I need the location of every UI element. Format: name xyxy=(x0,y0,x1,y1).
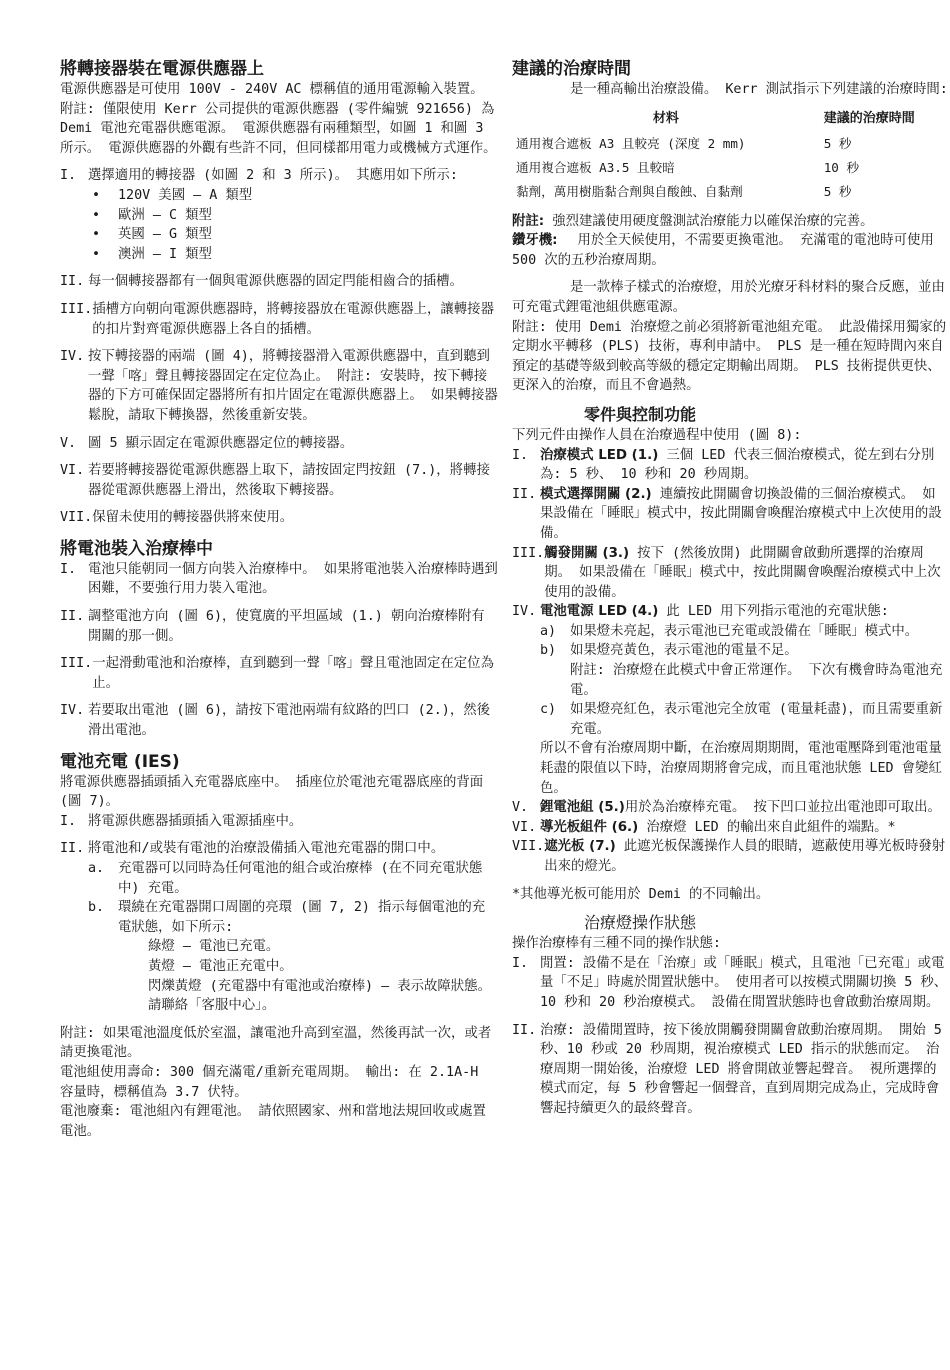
list-item: VII. 保留未使用的轉接器供將來使用。 xyxy=(60,510,294,526)
battery-disposal: 電池廢棄: 電池組內有鋰電池。 請依照國家、州和當地法規回收或處置電池。 xyxy=(60,1104,486,1139)
sub-item: b) 如果燈亮黃色，表示電池的電量不足。 xyxy=(540,643,798,659)
section-title-parts: 零件與控制功能 xyxy=(584,404,697,424)
list-item: II. 治療: 設備閒置時，按下後放開觸發開關會啟動治療周期。 開始 5 秒、10 秒或 20 秒周期，視治療模式 LED 指示的狀態而定。 治療周期一開始後，治療燈 LED 將會開啟並響起聲音。 視所選擇的模式而定，每 5 秒會響起一個聲音，直到周期完成為止，完成時會響起持續更久的最終聲音。 xyxy=(512,1022,942,1116)
section-title-cure-time: 建議的治療時間 xyxy=(512,59,631,79)
list-item: VII. 遮光板 (7.) 此遮光板保護操作人員的眼睛，遮蔽使用導光板時發射出來的燈光。 xyxy=(512,839,946,874)
list-item: I. 電池只能朝同一個方向裝入治療棒中。 如果將電池裝入治療棒時遇到困難，不要強行用力裝入電池。 xyxy=(60,561,498,597)
charging-note: 附註: 如果電池溫度低於室溫，讓電池升高到室溫，然後再試一次，或者請更換電池。 xyxy=(60,1025,492,1061)
charge-state: 黃燈 — 電池正充電中。 xyxy=(148,958,293,974)
sub-item: c) 如果燈亮紅色，表示電池完全放電 (電量耗盡)，而且需要重新充電。 xyxy=(540,702,943,737)
list-item: I. 閒置: 設備不是在「治療」或「睡眠」模式，且電池「已充電」或電量「不足」時處於閒置狀態中。 使用者可以按模式開關切換 5 秒、10 秒和 20 秒治療模式。 設備在閒置狀態時也會啟動治療周期。 xyxy=(512,955,948,1010)
cure-time-intro: 是一種高輸出治療設備。 Kerr 測試指示下列建議的治療時間: xyxy=(570,82,948,97)
sub-item: b. 環繞在充電器開口周圍的亮環 (圖 7, 2) 指示每個電池的充電狀態，如下所示: xyxy=(88,900,486,935)
list-item: III. 插槽方向朝向電源供應器時，將轉接器放在電源供應器上，讓轉接器的扣片對齊電源供應器上各自的插槽。 xyxy=(60,301,494,337)
table-header-material: 材料 xyxy=(652,110,679,126)
list-item: VI. 導光板組件 (6.) 治療燈 LED 的輸出來自此組件的端點。* xyxy=(512,819,896,835)
table-row: 通用複合遮板 A3.5 且較暗 10 秒 xyxy=(516,159,860,175)
table-row: 通用複合遮板 A3 且較亮 (深度 2 mm) 5 秒 xyxy=(516,135,852,151)
charging-intro: 將電源供應器插頭插入充電器底座中。 插座位於電池充電器底座的背面 (圖 7)。 xyxy=(60,774,484,810)
table-header-time: 建議的治療時間 xyxy=(823,110,915,126)
parts-continuation: 所以不會有治療周期中斷，在治療周期期間，電池電壓降到電池電量耗盡的限值以下時，治療周期將會完成，而且電池狀態 LED 會變紅色。 xyxy=(540,741,942,796)
list-item: VI. 若要將轉接器從電源供應器上取下，請按固定閂按鈕 (7.)，將轉接器從電源供應器上滑出，然後取下轉接器。 xyxy=(60,463,490,498)
section-title-battery-insert: 將電池裝入治療棒中 xyxy=(60,538,213,559)
list-item: IV. 按下轉接器的兩端 (圖 4)，將轉接器滑入電源供應器中，直到聽到一聲「喀」聲且轉接器固定在定位為止。 附註: 安裝時，按下轉接器的下方可確保固定器將所有扣片固定在電源供應器上。 如果轉接器鬆脫，請取下轉換器，然後重新安裝。 xyxy=(60,349,498,423)
parts-intro: 下列元件由操作人員在治療過程中使用 (圖 8): xyxy=(512,427,802,443)
cure-time-table xyxy=(512,106,948,204)
list-item: V. 圖 5 顯示固定在電源供應器定位的轉接器。 xyxy=(60,435,354,451)
list-item: III. 一起滑動電池和治療棒，直到聽到一聲「喀」聲且電池固定在定位為止。 xyxy=(60,656,494,691)
bullet-item: • 歐洲 — C 類型 xyxy=(92,207,212,223)
charge-state: 綠燈 — 電池已充電。 xyxy=(148,939,280,955)
sub-item: a. 充電器可以同時為任何電池的組合或治療棒 (在不同充電狀態中) 充電。 xyxy=(88,861,483,896)
list-item: IV. 若要取出電池 (圖 6)，請按下電池兩端有紋路的凹口 (2.)，然後滑出電池。 xyxy=(60,703,490,739)
sub-item: a) 如果燈未亮起，表示電池已充電或設備在「睡眠」模式中。 xyxy=(540,623,919,639)
adapter-intro: 電源供應器是可使用 100V - 240V AC 標稱值的通用電源輸入裝置。 附註: 僅限使用 Kerr 公司提供的電源供應器 (零件編號 921656) 為 Demi 電池充電器供應電源。 電源供應器有兩種類型，如圖 1 和圖 3 所示。 電源供應器的外觀有些許不同，但同樣都用電力或機械方式運作。 xyxy=(60,82,497,156)
section-title-adapter: 將轉接器裝在電源供應器上 xyxy=(60,59,264,79)
list-item: II. 將電池和/或裝有電池的治療設備插入電池充電器的開口中。 xyxy=(60,841,445,857)
bullet-item: • 英國 — G 類型 xyxy=(92,227,212,243)
bullet-item: • 120V 美國 — A 類型 xyxy=(92,187,253,203)
list-item: I. 治療模式 LED (1.) 三個 LED 代表三個治療模式，從左到右分別為: 5 秒、 10 秒和 20 秒周期。 xyxy=(512,447,935,483)
left-column xyxy=(60,58,498,1141)
section-title-states: 治療燈操作狀態 xyxy=(584,913,697,933)
cure-time-note: 附註: 強烈建議使用硬度盤測試治療能力以確保治療的完善。 xyxy=(512,213,874,229)
list-item: I. 選擇適用的轉接器 (如圖 2 和 3 所示)。 其應用如下所示: xyxy=(60,168,458,184)
list-item: II. 每一個轉接器都有一個與電源供應器的固定閂能相齒合的插槽。 xyxy=(60,274,463,290)
list-item: III. 觸發開關 (3.) 按下 (然後放開) 此開關會啟動所選擇的治療周期。 如果設備在「睡眠」模式中，按此開關會喚醒治療模式中上次使用的設備。 xyxy=(512,545,941,600)
device-pls-note: 附註: 使用 Demi 治療燈之前必須將新電池組充電。 此設備採用獨家的定期水平轉移 (PLS) 技術，專利申請中。 PLS 是一種在短時間內來自預定的基礎等級到較高等級的穩定定期輸出周期。 PLS 技術提供更快、更深入的治療，而且不會過熱。 xyxy=(512,319,947,394)
list-item: V. 鋰電池組 (5.)用於為治療棒充電。 按下凹口並拉出電池即可取出。 xyxy=(512,800,941,816)
drill-note: 鑽牙機: 用於全天候使用，不需要更換電池。 充滿電的電池時可使用 500 次的五秒治療周期。 xyxy=(512,233,934,268)
charge-state: 閃爍黃燈 (充電器中有電池或治療棒) — 表示故障狀態。 請聯絡「客服中心」。 xyxy=(148,978,491,1014)
list-item: IV. 電池電源 LED (4.) 此 LED 用下列指示電池的充電狀態: xyxy=(512,604,889,620)
sub-item-note: 附註: 治療燈在此模式中會正常運作。 下次有機會時為電池充電。 xyxy=(570,663,943,698)
table-row: 黏劑，萬用樹脂黏合劑與自酸蝕、自黏劑 5 秒 xyxy=(516,183,852,199)
list-item: II. 模式選擇開關 (2.) 連續按此開關會切換設備的三個治療模式。 如果設備在「睡眠」模式中，按此開關會喚醒治療模式中上次使用的設備。 xyxy=(512,486,942,541)
section-title-battery-charging: 電池充電 (IES) xyxy=(60,751,180,772)
device-description: 是一款棒子樣式的治療燈，用於光療牙科材料的聚合反應，並由可充電式鋰電池組供應電源。 xyxy=(512,280,945,315)
list-item: I. 將電源供應器插頭插入電源插座中。 xyxy=(60,813,303,829)
table-header-row xyxy=(512,106,948,132)
parts-footnote: *其他導光板可能用於 Demi 的不同輸出。 xyxy=(512,886,770,902)
states-intro: 操作治療棒有三種不同的操作狀態: xyxy=(512,936,721,952)
list-item: II. 調整電池方向 (圖 6)，使寬廣的平坦區域 (1.) 朝向治療棒附有開關的那一側。 xyxy=(60,609,485,644)
right-column xyxy=(512,58,948,1119)
bullet-item: • 澳洲 — I 類型 xyxy=(92,246,212,262)
battery-life: 電池組使用壽命: 300 個充滿電/重新充電周期。 輸出: 在 2.1A-H 容量時，標稱值為 3.7 伏特。 xyxy=(60,1064,479,1100)
